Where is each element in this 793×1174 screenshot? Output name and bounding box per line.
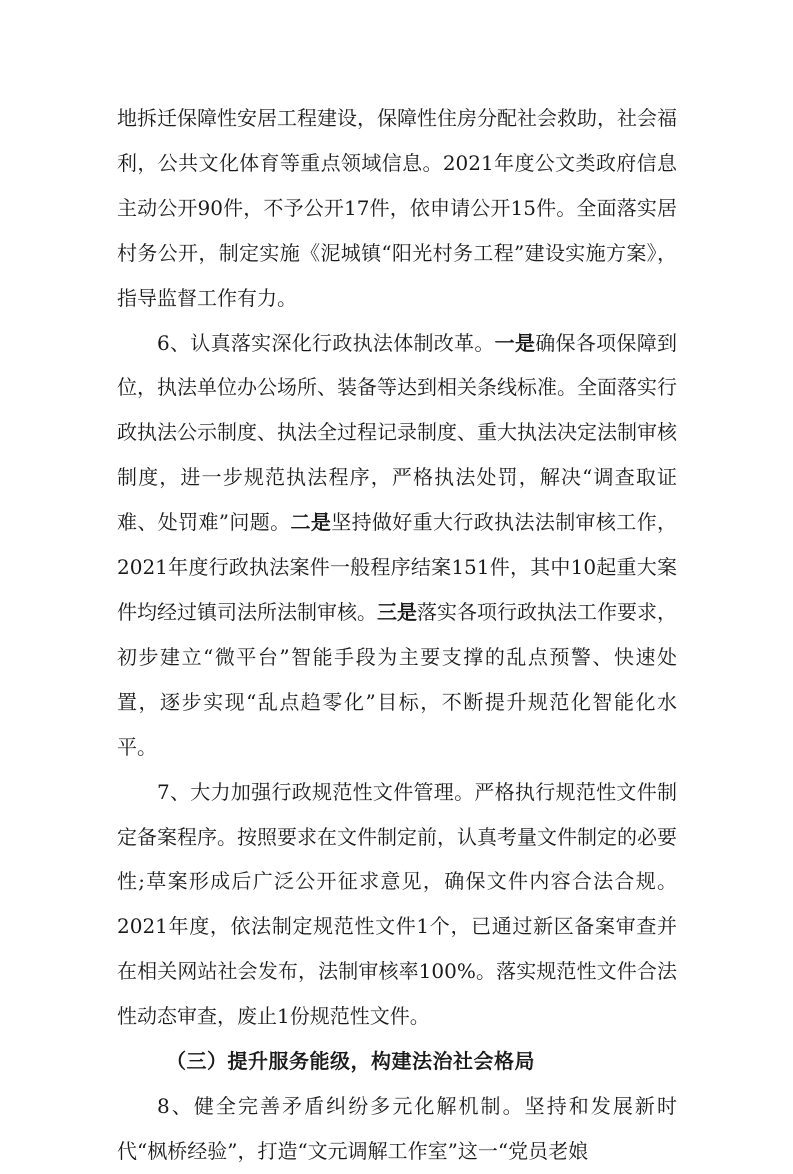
paragraph-dispute-resolution: 8、健全完善矛盾纠纷多元化解机制。坚持和发展新时代“枫桥经验”，打造“文元调解工作室”这一“党员老娘 — [117, 1093, 677, 1163]
keyword-second: 二是 — [290, 510, 332, 535]
paragraph-info-disclosure: 地拆迁保障性安居工程建设，保障性住房分配社会救助，社会福利，公共文化体育等重点领域信息。2021年度公文类政府信息主动公开90件，不予公开17件，依申请公开15件。全面落实居村务公开，制定实施《泥城镇“阳光村务工程”建设实施方案》，指导监督工作有力。 — [117, 106, 677, 310]
keyword-third: 三是 — [377, 599, 417, 624]
paragraph-intro: 6、认真落实深化行政执法体制改革。 — [157, 330, 495, 355]
keyword-first: 一是 — [494, 330, 536, 355]
document-body — [117, 96, 677, 1174]
paragraph-text: 落实各项行政执法工作要求，初步建立“微平台”智能手段为主要支撑的乱点预警、快速处置，逐步实现“乱点趋零化”目标，不断提升规范化智能化水平。 — [117, 599, 677, 759]
paragraph-text: 坚持做好重大行政执法法制审核工作，2021年度行政执法案件一般程序结案151件，其中10起重大案件均经过镇司法所法制审核。 — [117, 510, 678, 624]
paragraph-normative-documents: 7、大力加强行政规范性文件管理。严格执行规范性文件制定备案程序。按照要求在文件制定前，认真考量文件制定的必要性;草案形成后广泛公开征求意见，确保文件内容合法合规。2021年度，依法制定规范性文件1个，已通过新区备案审查并在相关网站社会发布，法制审核率100%。落实规范性文件合法性动态审查，废止1份规范性文件。 — [117, 779, 677, 1029]
paragraph-law-enforcement-reform — [117, 321, 677, 770]
paragraph-text: 确保各项保障到位，执法单位办公场所、装备等达到相关条线标准。全面落实行政执法公示制度、执法全过程记录制度、重大执法决定法制审核制度，进一步规范执法程序，严格执法处罚，解决“调查取证难、处罚难”问题。 — [117, 330, 678, 535]
section-heading: （三）提升服务能级，构建法治社会格局 — [166, 1049, 535, 1074]
